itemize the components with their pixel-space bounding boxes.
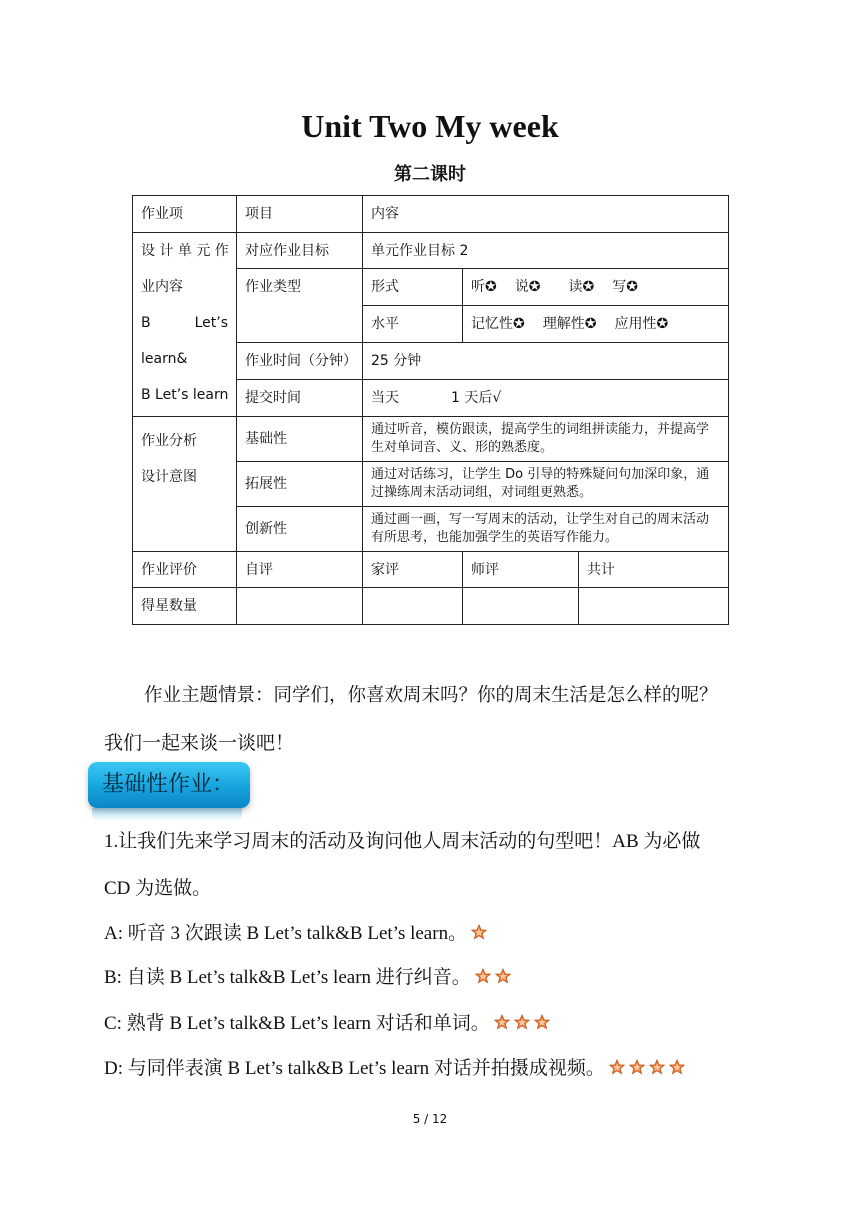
form-options: 听✪ 说✪ 读✪ 写✪ bbox=[463, 269, 729, 306]
item-a-stars bbox=[467, 923, 487, 944]
star-icon bbox=[494, 1014, 510, 1030]
star-icon bbox=[475, 968, 491, 984]
item-a bbox=[104, 918, 764, 945]
homework-table bbox=[132, 195, 729, 625]
design-line-5: B Let’s learn bbox=[141, 387, 229, 403]
star-icon bbox=[629, 1059, 645, 1075]
parent-eval-label: 家评 bbox=[363, 552, 463, 588]
item-d-text: D: 与同伴表演 B Let’s talk&B Let’s learn 对话并拍摄成视频。 bbox=[104, 1058, 605, 1079]
total-label: 共计 bbox=[579, 552, 729, 588]
star-icon bbox=[534, 1014, 550, 1030]
star-icon bbox=[669, 1059, 685, 1075]
item-d-stars bbox=[605, 1058, 685, 1079]
task-line-1: 1.让我们先来学习周末的活动及询问他人周末活动的句型吧！AB 为必做 bbox=[104, 831, 701, 852]
task-line-2: CD 为选做。 bbox=[104, 878, 212, 899]
self-eval-stars bbox=[237, 588, 363, 625]
stars-count-label: 得星数量 bbox=[133, 588, 237, 625]
extension-intent: 通过对话练习，让学生 Do 引导的特殊疑问句加深印象，通过操练周末活动词组，对词组更熟悉。 bbox=[363, 462, 729, 507]
star-icon bbox=[514, 1014, 530, 1030]
total-stars bbox=[579, 588, 729, 625]
item-a-text: A: 听音 3 次跟读 B Let’s talk&B Let’s learn。 bbox=[104, 923, 468, 944]
header-content: 内容 bbox=[363, 196, 729, 233]
target-value: 单元作业目标 2 bbox=[363, 233, 729, 269]
lesson-subtitle: 第二课时 bbox=[394, 164, 466, 185]
design-line-2: 业内容 bbox=[141, 279, 183, 295]
target-label: 对应作业目标 bbox=[237, 233, 363, 269]
form-label: 形式 bbox=[363, 269, 463, 306]
basic-label: 基础性 bbox=[237, 417, 363, 462]
innovation-intent: 通过画一画，写一写周末的活动，让学生对自己的周末活动有所思考，也能加强学生的英语写作能力。 bbox=[363, 507, 729, 552]
item-c-text: C: 熟背 B Let’s talk&B Let’s learn 对话和单词。 bbox=[104, 1013, 490, 1034]
evaluation-label: 作业评价 bbox=[133, 552, 237, 588]
time-value: 25 分钟 bbox=[363, 343, 729, 380]
item-c bbox=[104, 1008, 764, 1035]
page-number: 5 / 12 bbox=[412, 1112, 448, 1126]
level-options: 记忆性✪ 理解性✪ 应用性✪ bbox=[463, 306, 729, 343]
parent-eval-stars bbox=[363, 588, 463, 625]
star-icon bbox=[649, 1059, 665, 1075]
star-icon bbox=[495, 968, 511, 984]
item-c-stars bbox=[490, 1013, 550, 1034]
submit-value: 当天 1 天后√ bbox=[363, 380, 729, 417]
intro-line-2: 我们一起来谈一谈吧！ bbox=[104, 732, 295, 754]
header-project: 项目 bbox=[237, 196, 363, 233]
intro-line-1: 作业主题情景：同学们，你喜欢周末吗？你的周末生活是怎么样的呢？ bbox=[144, 685, 718, 706]
level-label: 水平 bbox=[363, 306, 463, 343]
star-icon bbox=[609, 1059, 625, 1075]
design-unit-content-cell bbox=[133, 233, 237, 417]
type-label: 作业类型 bbox=[237, 269, 363, 343]
teacher-eval-stars bbox=[463, 588, 579, 625]
item-b-text: B: 自读 B Let’s talk&B Let’s learn 进行纠音。 bbox=[104, 967, 471, 988]
banner-shadow bbox=[92, 808, 242, 822]
basic-homework-banner: 基础性作业： bbox=[88, 762, 250, 808]
analysis-line-2: 设计意图 bbox=[141, 469, 197, 485]
star-icon bbox=[471, 924, 487, 940]
extension-label: 拓展性 bbox=[237, 462, 363, 507]
item-b-stars bbox=[471, 967, 511, 988]
basic-intent: 通过听音，模仿跟读，提高学生的词组拼读能力，并提高学生对单词音、义、形的熟悉度。 bbox=[363, 417, 729, 462]
analysis-line-1: 作业分析 bbox=[141, 433, 197, 449]
design-line-4: learn& bbox=[141, 351, 188, 367]
item-b bbox=[104, 962, 764, 989]
analysis-cell bbox=[133, 417, 237, 552]
design-line-3: B Let’s bbox=[141, 315, 228, 331]
page-title: Unit Two My week bbox=[301, 108, 559, 144]
time-label: 作业时间（分钟） bbox=[237, 343, 363, 380]
item-d bbox=[104, 1053, 764, 1080]
teacher-eval-label: 师评 bbox=[463, 552, 579, 588]
self-eval-label: 自评 bbox=[237, 552, 363, 588]
design-line-1: 设 计 单 元 作 bbox=[141, 243, 229, 259]
submit-label: 提交时间 bbox=[237, 380, 363, 417]
innovation-label: 创新性 bbox=[237, 507, 363, 552]
header-homework-item: 作业项 bbox=[133, 196, 237, 233]
